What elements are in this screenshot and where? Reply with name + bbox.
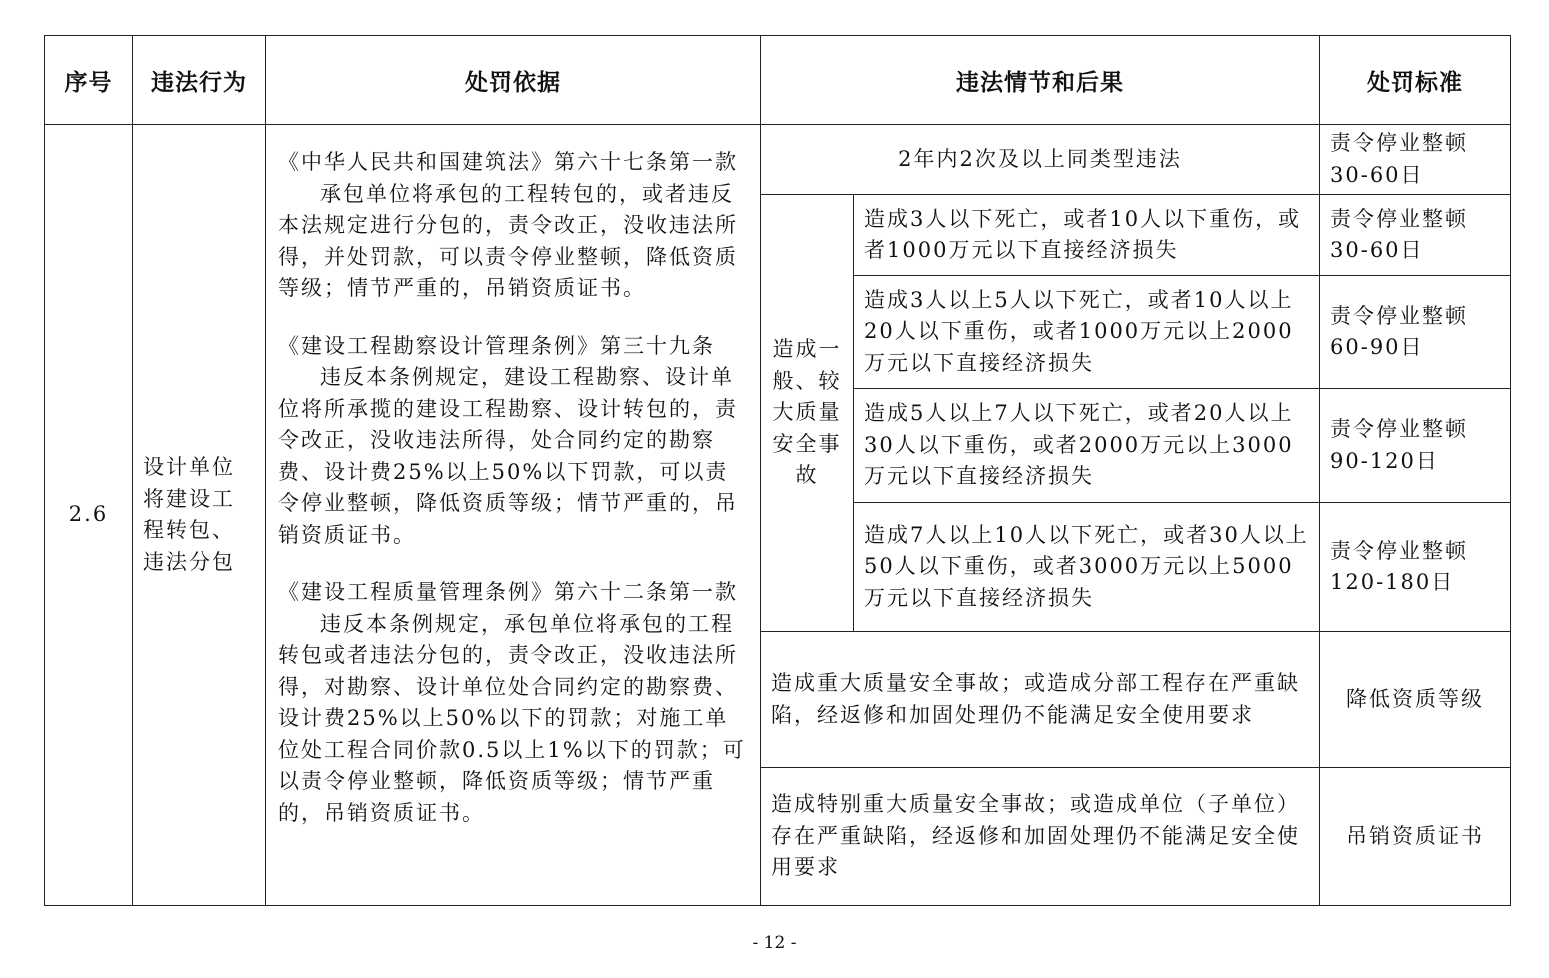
accident-standard: 责令停业整顿60-90日 [1320,276,1511,389]
header-seq: 序号 [45,36,133,125]
repeat-consequence: 2年内2次及以上同类型违法 [761,125,1320,195]
violation-cell: 设计单位将建设工程转包、违法分包 [133,125,266,906]
basis-block [278,331,748,552]
accident-consequence: 造成7人以上10人以下死亡，或者30人以上50人以下重伤，或者3000万元以上5000万元以下直接经济损失 [854,503,1320,632]
seq-cell: 2.6 [45,125,133,906]
accident-standard: 责令停业整顿120-180日 [1320,503,1511,632]
penalty-table [44,35,1511,906]
basis-cell [266,125,761,906]
accident-category: 造成一般、较大质量安全事故 [761,195,854,632]
extra-major-consequence: 造成特别重大质量安全事故；或造成单位（子单位）存在严重缺陷，经返修和加固处理仍不能满足安全使用要求 [761,768,1320,906]
basis-law-title: 《建设工程质量管理条例》第六十二条第一款 [278,580,738,604]
accident-consequence: 造成3人以下死亡，或者10人以下重伤，或者1000万元以下直接经济损失 [854,195,1320,276]
basis-law-title: 《建设工程勘察设计管理条例》第三十九条 [278,333,715,358]
extra-major-standard: 吊销资质证书 [1320,768,1511,906]
header-row [45,36,1511,125]
page-number: - 12 - [752,933,797,953]
basis-law-text: 违反本条例规定，承包单位将承包的工程转包或者违法分包的，责令改正，没收违法所得，对勘察、设计单位处合同约定的勘察费、设计费25%以上50%以下的罚款；对施工单位处工程合同价款0.5以上1%以下的罚款；可以责令停业整顿，降低资质等级；情节严重的，吊销资质证书。 [278,611,746,825]
header-standard: 处罚标准 [1320,36,1511,125]
accident-standard: 责令停业整顿90-120日 [1320,389,1511,503]
accident-standard: 责令停业整顿30-60日 [1320,195,1511,276]
major-standard: 降低资质等级 [1320,632,1511,768]
table-row [45,125,1511,195]
accident-consequence: 造成5人以上7人以下死亡，或者20人以上30人以下重伤，或者2000万元以上3000万元以下直接经济损失 [854,389,1320,503]
basis-block [278,577,748,829]
basis-block [278,147,748,305]
basis-law-text: 违反本条例规定，建设工程勘察、设计单位将所承揽的建设工程勘察、设计转包的，责令改正，没收违法所得，处合同约定的勘察费、设计费25%以上50%以下罚款，可以责令停业整顿，降低资质等级；情节严重的，吊销资质证书。 [278,365,738,547]
header-consequence: 违法情节和后果 [761,36,1320,125]
accident-consequence: 造成3人以上5人以下死亡，或者10人以上20人以下重伤，或者1000万元以上2000万元以下直接经济损失 [854,276,1320,389]
basis-law-title: 《中华人民共和国建筑法》第六十七条第一款 [278,150,738,174]
repeat-standard: 责令停业整顿30-60日 [1320,125,1511,195]
major-consequence: 造成重大质量安全事故；或造成分部工程存在严重缺陷，经返修和加固处理仍不能满足安全使用要求 [761,632,1320,768]
basis-law-text: 承包单位将承包的工程转包的，或者违反本法规定进行分包的，责令改正，没收违法所得，并处罚款，可以责令停业整顿，降低资质等级；情节严重的，吊销资质证书。 [278,181,738,300]
header-basis: 处罚依据 [266,36,761,125]
header-violation: 违法行为 [133,36,266,125]
